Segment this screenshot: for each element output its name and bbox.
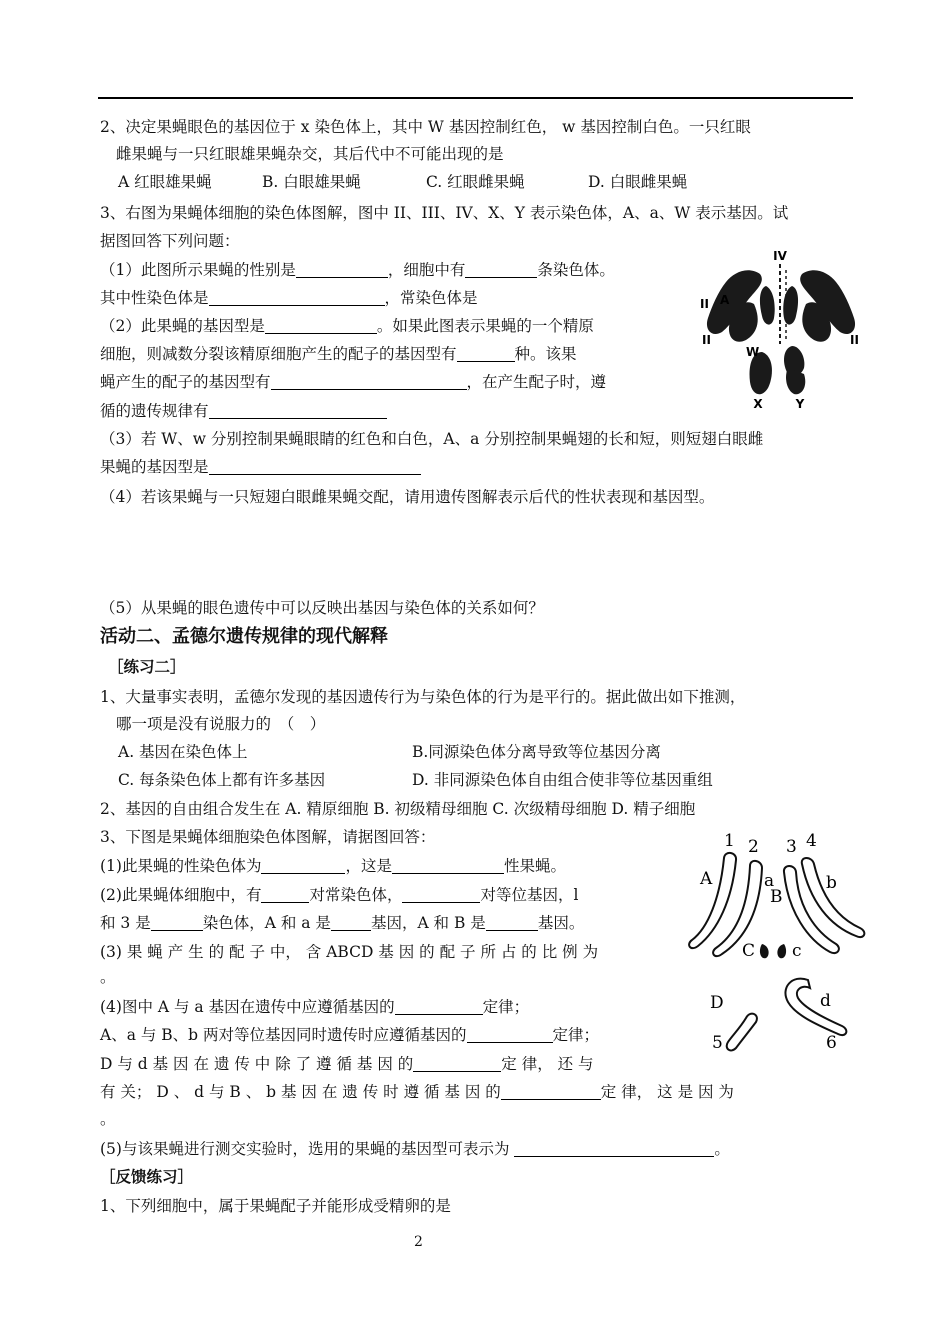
answer-blank[interactable] bbox=[467, 1026, 553, 1043]
gene-label-A: A bbox=[700, 869, 713, 889]
chromosome-1 bbox=[689, 853, 736, 948]
q3-part2-line1: （2）此果蝇的基因型是 。如果此图表示果蝇的一个精原 bbox=[100, 317, 594, 335]
label-1: 1 bbox=[724, 831, 735, 851]
e3-q3-line2: 。 bbox=[100, 968, 116, 986]
q3-part3-line2: 果蝇的基因型是 bbox=[100, 456, 421, 478]
answer-blank[interactable] bbox=[271, 373, 467, 390]
chromosome-diagram-2 bbox=[680, 828, 870, 1060]
q3-part3-line1: （3）若 W、w 分别控制果蝇眼睛的红色和白色，A、a 分别控制果蝇翅的长和短，则短翅白眼雌 bbox=[100, 430, 764, 448]
gene-label-a: a bbox=[764, 871, 775, 891]
feedback-heading: ［反馈练习］ bbox=[100, 1168, 194, 1186]
label-ii-left-lower: II bbox=[702, 333, 711, 347]
q3-part2-line3: 蝇产生的配子的基因型有 ，在产生配子时，遵 bbox=[100, 373, 607, 391]
e3-q3-line1: (3) 果 蝇 产 生 的 配 子 中， 含 ABCD 基 因 的 配 子 所 占 的 比 例 为 bbox=[100, 943, 599, 961]
label-4: 4 bbox=[806, 831, 817, 851]
label-gene-w: W bbox=[746, 345, 760, 359]
q3-intro2: 据图回答下列问题： bbox=[100, 232, 240, 250]
q2-line2: 雌果蝇与一只红眼雄果蝇杂交，其后代中不可能出现的是 bbox=[116, 145, 504, 163]
e3-q4-line2: A、a 与 B、b 两对等位基因同时遗传时应遵循基因的 定律； bbox=[100, 1026, 600, 1044]
q3-part2-line2: 细胞，则减数分裂该精原细胞产生的配子的基因型有 种。该果 bbox=[100, 345, 577, 363]
answer-blank[interactable] bbox=[413, 1055, 501, 1072]
e3-q4-line4: 有 关； D 、 d 与 B 、 b 基 因 在 遗 传 时 遵 循 基 因 的 定 律， 这 是 因 为 bbox=[100, 1083, 734, 1101]
label-ii-left: II bbox=[700, 297, 709, 311]
e1-option-a: A. 基因在染色体上 bbox=[118, 743, 248, 761]
q3-part2-line4: 循的遗传规律有 bbox=[100, 400, 387, 422]
label-ii-right: II bbox=[850, 333, 859, 347]
label-2: 2 bbox=[748, 837, 759, 857]
q2-option-b: B. 白眼雄果蝇 bbox=[262, 173, 361, 191]
e1-option-d: D. 非同源染色体自由组合使非等位基因重组 bbox=[412, 771, 713, 789]
exercise-heading: ［练习二］ bbox=[108, 658, 186, 676]
answer-blank[interactable] bbox=[392, 857, 504, 874]
answer-blank[interactable] bbox=[486, 914, 538, 931]
answer-blank[interactable] bbox=[465, 261, 537, 278]
q3-part1-line2: 其中性染色体是 ，常染色体是 bbox=[100, 289, 478, 307]
e3-q2-line1: (2)此果蝇体细胞中，有 对常染色体， 对等位基因，l bbox=[100, 886, 579, 904]
gene-label-c: c bbox=[792, 941, 802, 961]
answer-blank[interactable] bbox=[265, 317, 377, 334]
label-y: Y bbox=[795, 397, 805, 411]
e3-q4-line3: D 与 d 基 因 在 遗 传 中 除 了 遵 循 基 因 的 定 律， 还 与 bbox=[100, 1055, 594, 1073]
label-iv: IV bbox=[773, 249, 787, 263]
label-5: 5 bbox=[712, 1033, 723, 1053]
q2-line1: 2、决定果蝇眼色的基因位于 x 染色体上，其中 W 基因控制红色， w 基因控制白色。一只红眼 bbox=[100, 118, 751, 136]
answer-blank[interactable] bbox=[261, 857, 345, 874]
y-chromosome-lower bbox=[786, 368, 805, 394]
q3-part4: （4）若该果蝇与一只短翅白眼雌果蝇交配，请用遗传图解表示后代的性状表现和基因型。 bbox=[100, 488, 715, 506]
answer-blank[interactable] bbox=[501, 1083, 601, 1100]
e3-q4-line5: 。 bbox=[100, 1110, 116, 1128]
answer-blank[interactable] bbox=[209, 402, 387, 419]
q3-part1-line1: （1）此图所示果蝇的性别是 ，细胞中有 条染色体。 bbox=[100, 261, 615, 279]
e1-line2: 哪一项是没有说服力的 （ ） bbox=[116, 715, 326, 733]
label-gene-a: A bbox=[720, 293, 730, 307]
answer-blank[interactable] bbox=[296, 261, 388, 278]
chromosome-6 bbox=[785, 979, 846, 1036]
top-rule bbox=[98, 97, 853, 99]
f1-line: 1、下列细胞中，属于果蝇配子并能形成受精卵的是 bbox=[100, 1197, 451, 1215]
answer-blank[interactable] bbox=[331, 914, 371, 931]
answer-blank[interactable] bbox=[395, 998, 483, 1015]
e1-option-b: B.同源染色体分离导致等位基因分离 bbox=[412, 743, 661, 761]
q2-option-d: D. 白眼雌果蝇 bbox=[588, 173, 688, 191]
q3-part5: （5）从果蝇的眼色遗传中可以反映出基因与染色体的关系如何？ bbox=[100, 599, 544, 617]
gene-label-d: d bbox=[820, 991, 831, 1011]
gene-label-B: B bbox=[770, 887, 783, 907]
e1-option-c: C. 每条染色体上都有许多基因 bbox=[118, 771, 326, 789]
answer-blank[interactable] bbox=[261, 886, 309, 903]
centromere-c-left bbox=[760, 944, 769, 958]
q2-option-c: C. 红眼雌果蝇 bbox=[426, 173, 525, 191]
e3-q1: (1)此果蝇的性染色体为 ，这是 性果蝇。 bbox=[100, 857, 566, 875]
q2-option-a: A 红眼雄果蝇 bbox=[118, 173, 212, 191]
e2-line: 2、基因的自由组合发生在 A. 精原细胞 B. 初级精母细胞 C. 次级精母细胞 D. 精子细胞 bbox=[100, 800, 696, 818]
answer-blank[interactable] bbox=[402, 886, 480, 903]
label-3: 3 bbox=[786, 837, 797, 857]
chromosome-mid-left bbox=[760, 286, 775, 325]
answer-blank[interactable] bbox=[151, 914, 203, 931]
chromosome-5 bbox=[727, 1014, 757, 1051]
centromere-c-right bbox=[777, 944, 786, 958]
gene-label-b: b bbox=[826, 873, 837, 893]
q3-intro1: 3、右图为果蝇体细胞的染色体图解，图中 II、III、IV、X、Y 表示染色体，A、a、W 表示基因。试 bbox=[100, 204, 789, 222]
e1-line1: 1、大量事实表明，孟德尔发现的基因遗传行为与染色体的行为是平行的。据此做出如下推测， bbox=[100, 688, 746, 706]
gene-label-D: D bbox=[710, 993, 724, 1013]
answer-blank[interactable] bbox=[514, 1140, 714, 1157]
answer-blank[interactable] bbox=[209, 458, 421, 475]
chromosome-diagram-1 bbox=[700, 244, 865, 414]
answer-blank[interactable] bbox=[457, 345, 515, 362]
chromosome-4 bbox=[802, 858, 865, 937]
page-number: 2 bbox=[414, 1234, 423, 1250]
activity2-title: 活动二、孟德尔遗传规律的现代解释 bbox=[100, 626, 388, 647]
e3-line: 3、下图是果蝇体细胞染色体图解，请据图回答： bbox=[100, 828, 436, 846]
e3-q4-line1: (4)图中 A 与 a 基因在遗传中应遵循基因的 定律； bbox=[100, 998, 530, 1016]
label-6: 6 bbox=[826, 1033, 837, 1053]
gene-label-C: C bbox=[742, 941, 756, 961]
label-x: X bbox=[753, 397, 763, 411]
e3-q5: (5)与该果蝇进行测交实验时，选用的果蝇的基因型可表示为 。 bbox=[100, 1140, 730, 1158]
answer-blank[interactable] bbox=[209, 289, 385, 306]
e3-q2-line2: 和 3 是 染色体，A 和 a 是 基因，A 和 B 是 基因。 bbox=[100, 914, 585, 932]
